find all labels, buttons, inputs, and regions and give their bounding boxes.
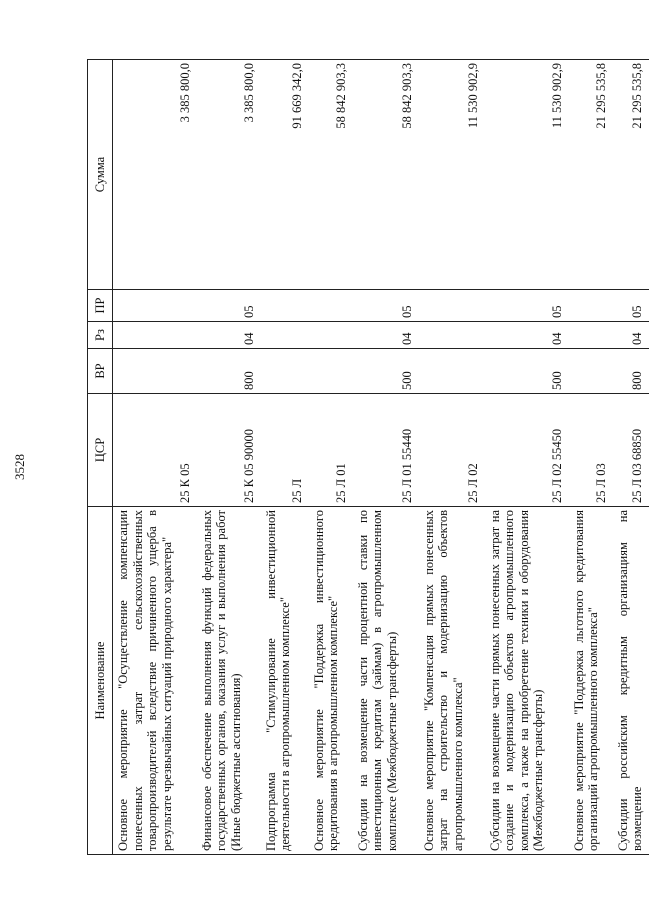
table-row <box>613 60 649 855</box>
row-rz: 04 <box>613 322 649 349</box>
table-row <box>113 60 197 855</box>
row-csr: 25 Л 02 55450 <box>485 394 569 507</box>
row-sum: 11 530 902,9 <box>485 60 569 290</box>
row-sum: 58 842 903,3 <box>309 60 353 290</box>
header-vr: ВР <box>88 349 113 394</box>
row-csr: 25 Л 02 <box>419 394 485 507</box>
row-csr: 25 Л 03 68850 <box>613 394 649 507</box>
row-sum: 3 385 800,0 <box>113 60 197 290</box>
header-pr: ПР <box>88 290 113 322</box>
header-csr: ЦСР <box>88 394 113 507</box>
row-sum: 21 295 535,8 <box>569 60 613 290</box>
row-name: Финансовое обеспечение выполнения функций федеральных государственных органов, оказания услуг и выполнения работ (Иные бюджетные ассигнования) <box>197 507 261 855</box>
row-name: Основное мероприятие "Поддержка льготного кредитования организаций агропромышленного комплекса" <box>569 507 613 855</box>
table-row <box>353 60 419 855</box>
header-rz: Рз <box>88 322 113 349</box>
row-vr <box>261 349 309 394</box>
row-pr <box>569 290 613 322</box>
page-number-text: 3528 <box>12 454 27 480</box>
budget-table-container <box>87 60 644 855</box>
table-row <box>485 60 569 855</box>
row-pr <box>309 290 353 322</box>
table-row <box>419 60 485 855</box>
row-name: Субсидии на возмещение части процентной ставки по инвестиционным кредитам (займам) в агропромышленном комплексе (Межбюджетные трансферты) <box>353 507 419 855</box>
row-rz: 04 <box>485 322 569 349</box>
row-vr <box>309 349 353 394</box>
row-pr <box>113 290 197 322</box>
row-pr: 05 <box>613 290 649 322</box>
row-vr <box>113 349 197 394</box>
row-sum: 21 295 535,8 <box>613 60 649 290</box>
row-rz <box>569 322 613 349</box>
table-row <box>261 60 309 855</box>
header-sum: Сумма <box>88 60 113 290</box>
table-row <box>309 60 353 855</box>
row-name: Основное мероприятие "Осуществление компенсации понесенных затрат сельскохозяйственных товаропроизводителей вследствие причиненного ущерба в результате чрезвычайных ситуаций природного характера" <box>113 507 197 855</box>
row-pr: 05 <box>353 290 419 322</box>
row-name: Основное мероприятие "Поддержка инвестиционного кредитования в агропромышленном комплексе" <box>309 507 353 855</box>
row-sum: 11 530 902,9 <box>419 60 485 290</box>
header-name: Наименование <box>88 507 113 855</box>
page-number <box>6 442 34 492</box>
row-csr: 25 К 05 <box>113 394 197 507</box>
row-sum: 91 669 342,0 <box>261 60 309 290</box>
row-name: Субсидии российским кредитным организациям на возмещение <box>613 507 649 855</box>
row-vr <box>419 349 485 394</box>
row-sum: 58 842 903,3 <box>353 60 419 290</box>
row-vr: 800 <box>613 349 649 394</box>
row-csr: 25 Л 03 <box>569 394 613 507</box>
row-name: Субсидии на возмещение части прямых понесенных затрат на создание и модернизацию объектов агропромышленного комплекса, а также на приобретение техники и оборудования (Межбюджетные трансферты) <box>485 507 569 855</box>
row-name: Подпрограмма "Стимулирование инвестиционной деятельности в агропромышленном комплексе" <box>261 507 309 855</box>
row-csr: 25 К 05 90000 <box>197 394 261 507</box>
table-row <box>569 60 613 855</box>
row-name: Основное мероприятие "Компенсация прямых понесенных затрат на строительство и модернизацию объектов агропромышленного комплекса" <box>419 507 485 855</box>
row-sum: 3 385 800,0 <box>197 60 261 290</box>
row-vr: 800 <box>197 349 261 394</box>
row-csr: 25 Л <box>261 394 309 507</box>
row-csr: 25 Л 01 <box>309 394 353 507</box>
table-row <box>197 60 261 855</box>
row-vr: 500 <box>485 349 569 394</box>
row-pr: 05 <box>485 290 569 322</box>
row-rz <box>419 322 485 349</box>
budget-table <box>87 59 649 855</box>
row-rz: 04 <box>353 322 419 349</box>
row-pr <box>261 290 309 322</box>
row-vr <box>569 349 613 394</box>
row-rz <box>261 322 309 349</box>
row-csr: 25 Л 01 55440 <box>353 394 419 507</box>
row-vr: 500 <box>353 349 419 394</box>
row-rz <box>113 322 197 349</box>
row-pr <box>419 290 485 322</box>
row-rz <box>309 322 353 349</box>
row-pr: 05 <box>197 290 261 322</box>
row-rz: 04 <box>197 322 261 349</box>
table-header-row <box>88 60 113 855</box>
